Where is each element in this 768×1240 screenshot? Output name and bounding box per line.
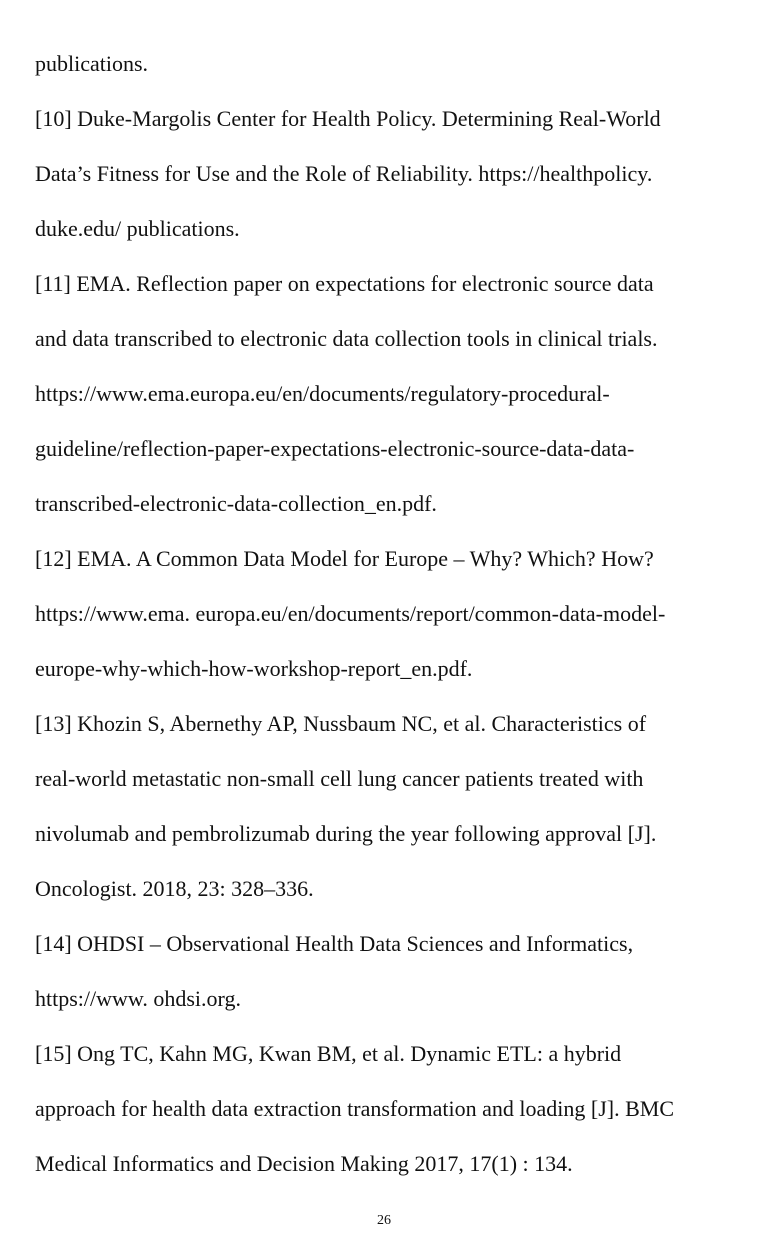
text-line: duke.edu/ publications. <box>35 216 240 241</box>
text-line: europe-why-which-how-workshop-report_en.pdf. <box>35 656 473 681</box>
text-line: nivolumab and pembrolizumab during the year following approval [J]. <box>35 821 657 846</box>
text-line: approach for health data extraction transformation and loading [J]. BMC <box>35 1096 675 1121</box>
text-line: https://www.ema. europa.eu/en/documents/report/common-data-model- <box>35 601 666 626</box>
text-line: https://www.ema.europa.eu/en/documents/regulatory-procedural- <box>35 381 610 406</box>
text-line: publications. <box>35 51 149 76</box>
text-line: Medical Informatics and Decision Making 2017, 17(1) : 134. <box>35 1151 573 1176</box>
text-line: Oncologist. 2018, 23: 328–336. <box>35 876 314 901</box>
text-line: [10] Duke-Margolis Center for Health Policy. Determining Real-World <box>35 106 661 131</box>
text-line: [11] EMA. Reflection paper on expectations for electronic source data <box>35 271 654 296</box>
text-line: Data’s Fitness for Use and the Role of Reliability. https://healthpolicy. <box>35 161 653 186</box>
reference-list <box>35 46 735 1201</box>
text-line: transcribed-electronic-data-collection_en.pdf. <box>35 491 437 516</box>
text-line: [12] EMA. A Common Data Model for Europe – Why? Which? How? <box>35 546 654 571</box>
text-line: [15] Ong TC, Kahn MG, Kwan BM, et al. Dynamic ETL: a hybrid <box>35 1041 622 1066</box>
text-line: real-world metastatic non-small cell lung cancer patients treated with <box>35 766 644 791</box>
text-line: and data transcribed to electronic data collection tools in clinical trials. <box>35 326 658 351</box>
text-line: guideline/reflection-paper-expectations-electronic-source-data-data- <box>35 436 635 461</box>
page-number: 26 <box>377 1213 391 1228</box>
text-line: https://www. ohdsi.org. <box>35 986 241 1011</box>
text-line: [13] Khozin S, Abernethy AP, Nussbaum NC, et al. Characteristics of <box>35 711 647 736</box>
text-line: [14] OHDSI – Observational Health Data Sciences and Informatics, <box>35 931 634 956</box>
